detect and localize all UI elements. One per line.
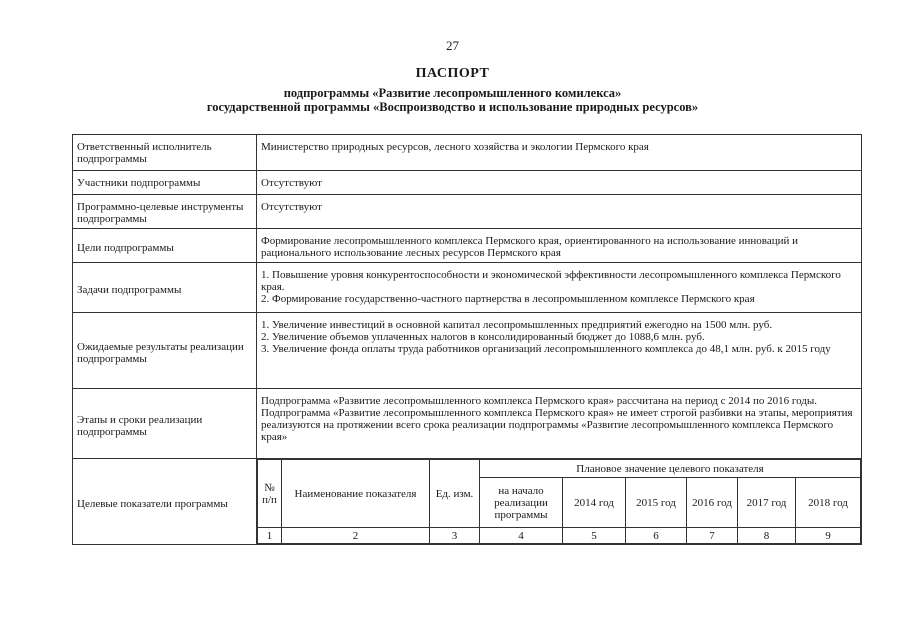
row-value: Отсутствуют — [257, 171, 862, 195]
col-number: 2 — [282, 528, 430, 544]
col-number: 8 — [738, 528, 796, 544]
task-line-2: 2. Формирование государственно-частного партнерства в лесопромышленном комплексе Пермского края — [261, 293, 755, 305]
stage-line-2: Подпрограмма «Развитие лесопромышленного комплекса Пермского края» не имеет строгой разбивки на этапы, мероприятия реализуются на протяжении всего срока реализации подпрограммы «Развитие лесопромышленного комплекса Пермского края» — [261, 407, 853, 443]
row-participants — [73, 171, 862, 195]
row-label: Цели подпрограммы — [73, 229, 257, 263]
header-2015: 2015 год — [626, 478, 687, 528]
header-start: на начало реализации программы — [480, 478, 563, 528]
row-value: Формирование лесопромышленного комплекса Пермского края, ориентированного на использование инноваций и рационального использование лесных ресурсов Пермского края — [257, 229, 862, 263]
header-2017: 2017 год — [738, 478, 796, 528]
row-results — [73, 313, 862, 389]
result-line-2: 2. Увеличение объемов уплаченных налогов в консолидированный бюджет до 1088,6 млн. руб. — [261, 331, 705, 343]
col-number: 1 — [258, 528, 282, 544]
row-responsible — [73, 135, 862, 171]
row-label: Задачи подпрограммы — [73, 263, 257, 313]
row-goals — [73, 229, 862, 263]
col-number: 9 — [796, 528, 861, 544]
col-number: 7 — [687, 528, 738, 544]
col-number: 3 — [430, 528, 480, 544]
result-line-1: 1. Увеличение инвестиций в основной капитал лесопромышленных предприятий ежегодно на 1500 млн. руб. — [261, 319, 773, 331]
page-number: 27 — [446, 38, 459, 53]
col-number: 4 — [480, 528, 563, 544]
task-line-1: 1. Повышение уровня конкурентоспособности и экономической эффективности лесопромышленного комплекса Пермского края. — [261, 269, 841, 293]
row-label: Участники подпрограммы — [73, 171, 257, 195]
row-indicators — [73, 459, 862, 545]
row-value — [257, 313, 862, 389]
row-stages — [73, 389, 862, 459]
row-tasks — [73, 263, 862, 313]
indicators-cell — [257, 459, 862, 545]
header-2016: 2016 год — [687, 478, 738, 528]
subtitle-line-1: подпрограммы «Развитие лесопромышленного комилекса» — [283, 86, 622, 100]
header-2018: 2018 год — [796, 478, 861, 528]
passport-table — [72, 134, 862, 545]
header-num: № п/п — [258, 460, 282, 528]
header-unit: Ед. изм. — [430, 460, 480, 528]
subtitle-line-2: государственной программы «Воспроизводство и использование природных ресурсов» — [206, 100, 699, 114]
row-label: Этапы и сроки реализации подпрограммы — [73, 389, 257, 459]
row-value — [257, 263, 862, 313]
row-label: Целевые показатели программы — [73, 459, 257, 545]
row-value: Отсутствуют — [257, 195, 862, 229]
row-label: Ожидаемые результаты реализации подпрограммы — [73, 313, 257, 389]
row-instruments — [73, 195, 862, 229]
header-planned: Плановое значение целевого показателя — [480, 460, 861, 478]
row-value — [257, 389, 862, 459]
indicators-table — [257, 459, 861, 544]
col-number: 5 — [563, 528, 626, 544]
row-label: Ответственный исполнитель подпрограммы — [73, 135, 257, 171]
header-name: Наименование показателя — [282, 460, 430, 528]
document-subtitle — [0, 86, 905, 114]
header-2014: 2014 год — [563, 478, 626, 528]
row-value: Министерство природных ресурсов, лесного хозяйства и экологии Пермского края — [257, 135, 862, 171]
col-number: 6 — [626, 528, 687, 544]
row-label: Программно-целевые инструменты подпрограммы — [73, 195, 257, 229]
result-line-3: 3. Увеличение фонда оплаты труда работников организаций лесопромышленного комплекса до 48,1 млн. руб. к 2015 году — [261, 343, 831, 355]
stage-line-1: Подпрограмма «Развитие лесопромышленного комплекса Пермского края» рассчитана на период с 2014 по 2016 годы. — [261, 395, 818, 407]
document-title: ПАСПОРТ — [415, 66, 490, 81]
